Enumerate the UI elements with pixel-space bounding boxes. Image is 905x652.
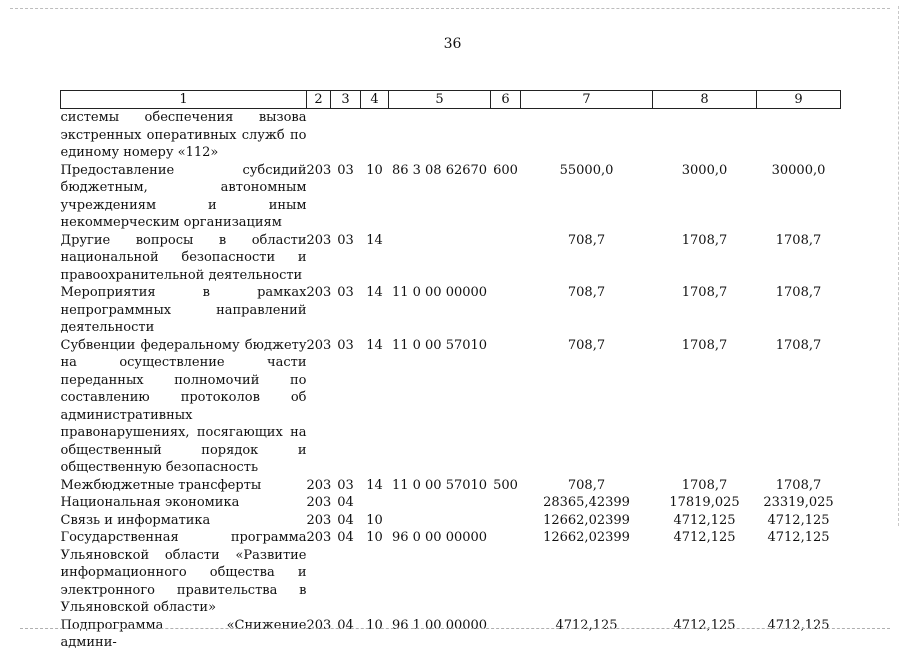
row-v7: 55000,0 [559,162,614,178]
row-v8: 4712,125 [673,617,736,633]
row-gr: 203 [306,530,332,545]
row-gr: 203 [306,477,332,493]
budget-table [60,90,841,652]
row-csr: 86 3 08 62670 [391,162,488,178]
row-v9: 4712,125 [767,512,830,528]
row-name: Мероприятия в рамках непрограммных направлений деятельности [60,285,307,335]
header-cell: 3 [331,91,361,109]
row-vr: 600 [493,162,518,178]
row-v9: 30000,0 [771,162,826,178]
row-name: Государственная программа Ульяновской области «Развитие информационного общества и электронного правительства в Ульяновской области» [60,530,307,615]
row-v8 [653,109,757,162]
row-name: Связь и информатика [60,512,211,528]
row-rz: 04 [337,530,354,545]
row-pr: 10 [366,162,383,178]
row-v8: 1708,7 [681,285,728,300]
row-name: Субвенции федеральному бюджету на осуществление части переданных полномочий по составлению протоколов об административных правонарушениях, посягающих на общественный порядок и общественную безопасность [60,337,307,475]
row-pr [361,494,389,512]
row-rz: 03 [337,337,354,353]
row-v7: 12662,02399 [543,512,630,528]
row-v8: 4712,125 [673,530,736,545]
header-cell: 6 [491,91,521,109]
row-pr [361,109,389,162]
row-csr: 96 1 00 00000 [391,617,488,633]
row-v8: 3000,0 [681,162,728,178]
table-row [61,477,841,495]
row-rz: 03 [337,162,354,178]
row-csr: 11 0 00 57010 [391,477,488,493]
row-gr: 203 [306,512,332,528]
row-v8: 1708,7 [681,477,728,493]
row-rz: 03 [337,232,354,248]
row-name: Предоставление субсидий бюджетным, автономным учреждениям и иным некоммерческим организациям [60,162,307,230]
row-v9: 4712,125 [767,617,830,633]
row-gr: 203 [306,285,332,300]
row-csr: 96 0 00 00000 [391,530,488,545]
header-cell: 4 [361,91,389,109]
header-cell: 5 [389,91,491,109]
row-rz: 04 [337,512,354,528]
row-v8: 17819,025 [669,495,740,510]
row-v9 [757,109,841,162]
row-v7: 708,7 [567,477,606,493]
table-row [61,109,841,162]
table-row [61,617,841,652]
table-row [61,529,841,617]
row-v7 [521,109,653,162]
row-rz: 03 [337,477,354,493]
row-gr: 203 [306,617,332,633]
row-rz: 03 [337,285,354,300]
row-v7: 12662,02399 [543,530,630,545]
row-name: Национальная экономика [60,495,240,510]
row-pr: 10 [366,617,383,633]
row-v7: 708,7 [567,232,606,248]
row-v9: 23319,025 [763,495,834,510]
row-vr [491,529,521,617]
table-row [61,232,841,285]
row-name: системы обеспечения вызова экстренных оперативных служб по единому номеру «112» [60,110,307,160]
row-vr [491,494,521,512]
row-gr: 203 [306,232,332,248]
row-v9: 1708,7 [775,232,822,248]
row-v7: 28365,42399 [543,495,630,510]
row-pr: 10 [366,530,383,545]
row-v7: 708,7 [567,337,606,353]
row-gr [307,109,331,162]
row-csr [389,232,491,285]
row-pr: 10 [366,512,383,528]
row-csr [389,494,491,512]
header-row [61,91,841,109]
scan-edge-top [10,8,890,9]
row-vr [491,109,521,162]
table-row [61,494,841,512]
scan-edge-right [898,6,899,526]
row-v8: 4712,125 [673,512,736,528]
header-cell: 1 [61,91,307,109]
row-vr: 500 [493,477,518,493]
row-vr [491,512,521,530]
row-vr [491,284,521,337]
row-csr [389,512,491,530]
row-v7: 4712,125 [555,617,618,633]
row-v8: 1708,7 [681,232,728,248]
row-name: Межбюджетные трансферты [60,477,262,493]
row-csr: 11 0 00 57010 [391,337,488,353]
row-name: Подпрограмма «Снижение админи- [60,617,307,650]
row-v9: 1708,7 [775,477,822,493]
table-row [61,284,841,337]
row-csr: 11 0 00 00000 [391,285,488,300]
row-vr [491,232,521,285]
header-cell: 9 [757,91,841,109]
row-name: Другие вопросы в области национальной безопасности и правоохранительной деятельности [60,232,307,283]
row-pr: 14 [366,285,383,300]
row-csr [389,109,491,162]
header-cell: 2 [307,91,331,109]
table-row [61,337,841,477]
scan-edge-bottom [20,628,890,629]
page-number: 36 [443,36,462,52]
row-pr: 14 [366,232,383,248]
row-vr [491,337,521,477]
row-rz: 04 [337,617,354,633]
row-v9: 1708,7 [775,285,822,300]
table-row [61,512,841,530]
row-v7: 708,7 [567,285,606,300]
row-vr [491,617,521,652]
header-cell: 7 [521,91,653,109]
row-gr: 203 [306,495,332,510]
table-row [61,162,841,232]
row-v9: 4712,125 [767,530,830,545]
row-gr: 203 [306,337,332,353]
row-pr: 14 [366,477,383,493]
header-cell: 8 [653,91,757,109]
row-v9: 1708,7 [775,337,822,353]
row-v8: 1708,7 [681,337,728,353]
row-rz [331,109,361,162]
row-pr: 14 [366,337,383,353]
row-rz: 04 [337,495,354,510]
row-gr: 203 [306,162,332,178]
